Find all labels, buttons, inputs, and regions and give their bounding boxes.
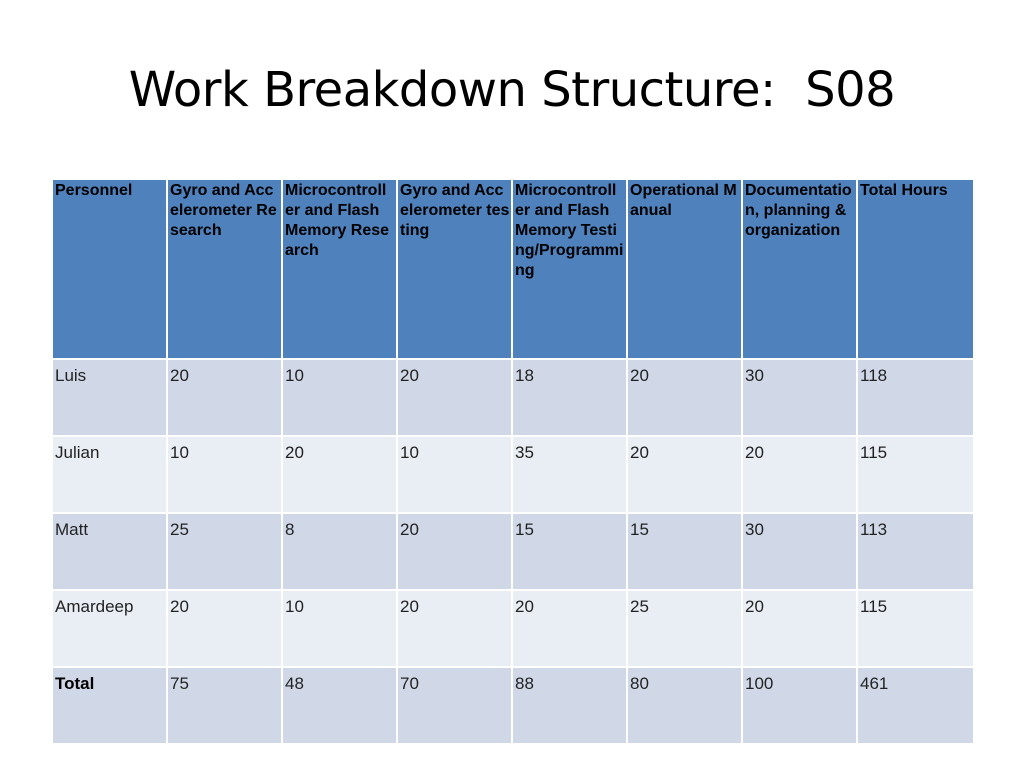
table-cell: 75 — [167, 667, 282, 744]
table-cell: 8 — [282, 513, 397, 590]
cell-personnel: Matt — [52, 513, 167, 590]
table-row — [52, 436, 974, 513]
cell-total-hours: 115 — [857, 436, 974, 513]
cell-personnel: Amardeep — [52, 590, 167, 667]
cell-grand-total: 461 — [857, 667, 974, 744]
table-row — [52, 513, 974, 590]
cell-total-hours: 115 — [857, 590, 974, 667]
table-cell: 15 — [512, 513, 627, 590]
table-cell: 20 — [282, 436, 397, 513]
table-row — [52, 590, 974, 667]
header-microcontroller-flash-research: Microcontroller and Flash Memory Research — [282, 179, 397, 359]
table-cell: 18 — [512, 359, 627, 436]
table-cell: 88 — [512, 667, 627, 744]
table-cell: 100 — [742, 667, 857, 744]
table-cell: 20 — [742, 436, 857, 513]
table-cell: 10 — [167, 436, 282, 513]
table-cell: 10 — [397, 436, 512, 513]
table-cell: 35 — [512, 436, 627, 513]
table-cell: 30 — [742, 359, 857, 436]
cell-total-hours: 113 — [857, 513, 974, 590]
table-cell: 30 — [742, 513, 857, 590]
table-cell: 20 — [167, 359, 282, 436]
table-cell: 10 — [282, 590, 397, 667]
table-row — [52, 359, 974, 436]
header-gyro-accelerometer-research: Gyro and Accelerometer Research — [167, 179, 282, 359]
table-cell: 20 — [397, 590, 512, 667]
cell-total-label: Total — [52, 667, 167, 744]
work-breakdown-table — [51, 178, 975, 745]
table-cell: 25 — [627, 590, 742, 667]
table-cell: 10 — [282, 359, 397, 436]
table-cell: 20 — [167, 590, 282, 667]
header-personnel: Personnel — [52, 179, 167, 359]
header-documentation: Documentation, planning & organization — [742, 179, 857, 359]
cell-personnel: Julian — [52, 436, 167, 513]
table-cell: 20 — [627, 436, 742, 513]
cell-personnel: Luis — [52, 359, 167, 436]
header-operational-manual: Operational Manual — [627, 179, 742, 359]
table-cell: 80 — [627, 667, 742, 744]
header-total-hours: Total Hours — [857, 179, 974, 359]
table-cell: 48 — [282, 667, 397, 744]
slide-title: Work Breakdown Structure: S08 — [128, 62, 896, 118]
header-microcontroller-flash-testing: Microcontroller and Flash Memory Testing/Programming — [512, 179, 627, 359]
table-cell: 20 — [742, 590, 857, 667]
cell-total-hours: 118 — [857, 359, 974, 436]
table-cell: 15 — [627, 513, 742, 590]
total-row — [52, 667, 974, 744]
header-gyro-accelerometer-testing: Gyro and Accelerometer testing — [397, 179, 512, 359]
table-cell: 20 — [512, 590, 627, 667]
table-cell: 20 — [627, 359, 742, 436]
table-cell: 20 — [397, 513, 512, 590]
table-cell: 20 — [397, 359, 512, 436]
header-row — [52, 179, 974, 359]
table-cell: 25 — [167, 513, 282, 590]
table-cell: 70 — [397, 667, 512, 744]
